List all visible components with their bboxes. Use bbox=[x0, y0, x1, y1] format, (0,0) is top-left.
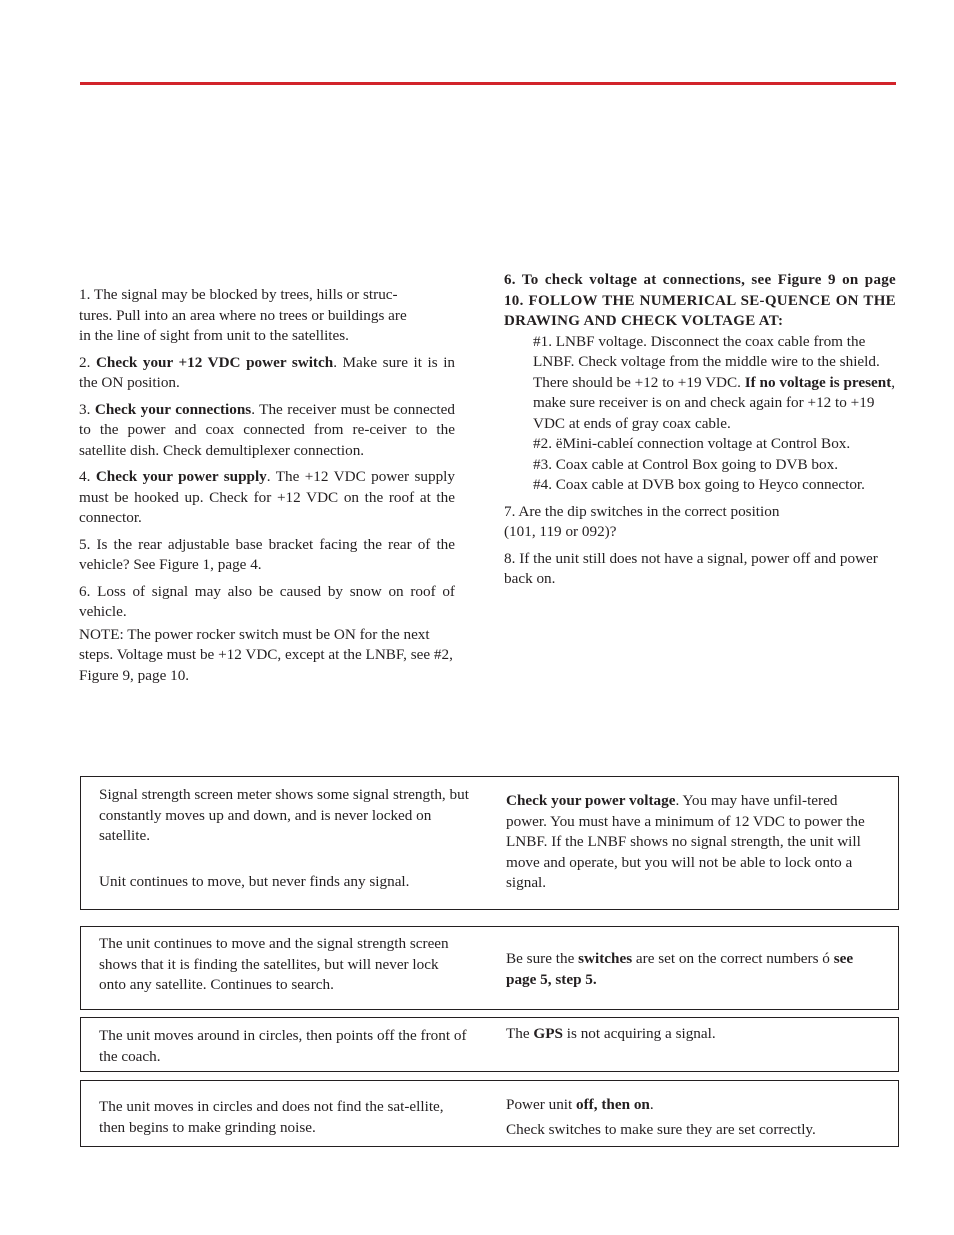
row4-solution1-pre: Power unit bbox=[506, 1096, 577, 1113]
voltage-step-4: #4. Coax cable at DVB box going to Heyco connector. bbox=[533, 476, 865, 493]
row4-solution-2: Check switches to make sure they are set correctly. bbox=[506, 1120, 816, 1138]
item7-line-1: 7. Are the dip switches in the correct position bbox=[504, 502, 780, 520]
row1-problem-a: Signal strength screen meter shows some signal strength, but constantly moves up and down, and is never locked on satellite. bbox=[99, 786, 469, 844]
item3-bold: Check your connections bbox=[94, 400, 252, 418]
right-item-8: 8. If the unit still does not have a signal, power off and power back on. bbox=[504, 549, 878, 587]
troubleshoot-row-4 bbox=[80, 1080, 899, 1147]
row3-solution-bold: GPS bbox=[533, 1025, 563, 1042]
left-item-5: 5. Is the rear adjustable base bracket facing the rear of the vehicle? See Figure 1, page 4. bbox=[79, 535, 455, 573]
item7-line-2: (101, 119 or 092)? bbox=[504, 523, 617, 540]
voltage-step-3: #3. Coax cable at Control Box going to DVB box. bbox=[533, 455, 838, 473]
row1-solution-rest: . You may have unfil-tered power. You must have a minimum of 12 VDC to power the LNBF. If the LNBF shows no signal strength, the unit will move and operate, but you will not be able to lock onto a signal. bbox=[506, 792, 865, 891]
voltage-step-1 bbox=[533, 332, 896, 435]
step1-text: #1. LNBF voltage. Disconnect the coax cable from the LNBF. Check voltage from the middle wire to the shield. There should be +12 to +19 VDC. bbox=[533, 332, 880, 391]
left-column bbox=[79, 285, 455, 686]
row2-solution-bold2: see page 5, step 5. bbox=[506, 950, 854, 988]
row2-solution-pre: Be sure the bbox=[506, 950, 579, 967]
row2-problem: The unit continues to move and the signal strength screen shows that it is finding the satellites, but will never lock onto any satellite. Continues to search. bbox=[99, 935, 449, 993]
header-rule bbox=[80, 82, 896, 85]
voltage-step-2: #2. ëMini-cableí connection voltage at Control Box. bbox=[533, 435, 851, 452]
right-heading-6: 6. To check voltage at connections, see Figure 9 on page 10. FOLLOW THE NUMERICAL SE-QUENCE ON THE DRAWING AND CHECK VOLTAGE AT: bbox=[504, 272, 896, 329]
row1-solution bbox=[506, 791, 868, 894]
row4-solution1-bold: off, then on bbox=[576, 1096, 650, 1113]
row1-problem bbox=[99, 785, 469, 892]
item4-rest: . The +12 VDC power supply must be hooked up. Check for +12 VDC on the roof at the connector. bbox=[79, 468, 455, 526]
item3-prefix: 3. bbox=[79, 400, 95, 418]
row2-solution-mid: are set on the correct numbers ó bbox=[632, 950, 834, 967]
item1-line-2: tures. Pull into an area where no trees or buildings are bbox=[79, 306, 407, 324]
item1-line-3: in the line of sight from unit to the satellites. bbox=[79, 327, 349, 344]
item2-rest: . Make sure it is in the ON position. bbox=[79, 353, 456, 391]
step1-rest: , make sure receiver is on and check again for +12 to +19 VDC at ends of gray coax cable. bbox=[533, 373, 896, 432]
item2-prefix: 2. bbox=[79, 353, 96, 371]
left-note: NOTE: The power rocker switch must be ON for the next steps. Voltage must be +12 VDC, except at the LNBF, see #2, Figure 9, page 10. bbox=[79, 625, 453, 684]
row1-problem-b: Unit continues to move, but never finds any signal. bbox=[99, 872, 410, 890]
troubleshoot-row-3 bbox=[80, 1017, 899, 1072]
right-column bbox=[504, 270, 896, 590]
left-item-3 bbox=[79, 400, 455, 462]
item1-line-1: 1. The signal may be blocked by trees, hills or struc- bbox=[79, 286, 398, 303]
item4-bold: Check your power supply bbox=[95, 468, 267, 485]
row2-solution-bold1: switches bbox=[578, 950, 633, 967]
step1-bold: If no voltage is present bbox=[744, 373, 892, 391]
row3-solution bbox=[506, 1024, 886, 1045]
troubleshoot-row-1 bbox=[80, 776, 899, 910]
row2-solution bbox=[506, 949, 886, 990]
left-item-2 bbox=[79, 353, 455, 394]
row4-solution bbox=[506, 1095, 886, 1140]
row4-solution1-rest: . bbox=[649, 1096, 654, 1113]
row3-problem: The unit moves around in circles, then points off the front of the coach. bbox=[99, 1027, 467, 1065]
left-item-1 bbox=[79, 285, 455, 347]
troubleshoot-row-2 bbox=[80, 926, 899, 1010]
row4-solution-1 bbox=[506, 1095, 886, 1116]
left-item-6: 6. Loss of signal may also be caused by snow on roof of vehicle. bbox=[79, 582, 455, 620]
row4-problem: The unit moves in circles and does not find the sat-ellite, then begins to make grinding noise. bbox=[99, 1098, 444, 1136]
row3-solution-pre: The bbox=[506, 1025, 534, 1042]
row1-solution-bold: Check your power voltage bbox=[506, 792, 676, 809]
left-item-4 bbox=[79, 467, 455, 529]
item3-rest: . The receiver must be connected to the power and coax connected from re-ceiver to the satellite dish. Check demultiplexer connection. bbox=[79, 400, 455, 459]
item2-bold: Check your +12 VDC power switch bbox=[95, 353, 334, 371]
right-item-7 bbox=[504, 502, 896, 543]
item4-prefix: 4. bbox=[79, 468, 96, 485]
row3-solution-rest: is not acquiring a signal. bbox=[562, 1025, 716, 1042]
